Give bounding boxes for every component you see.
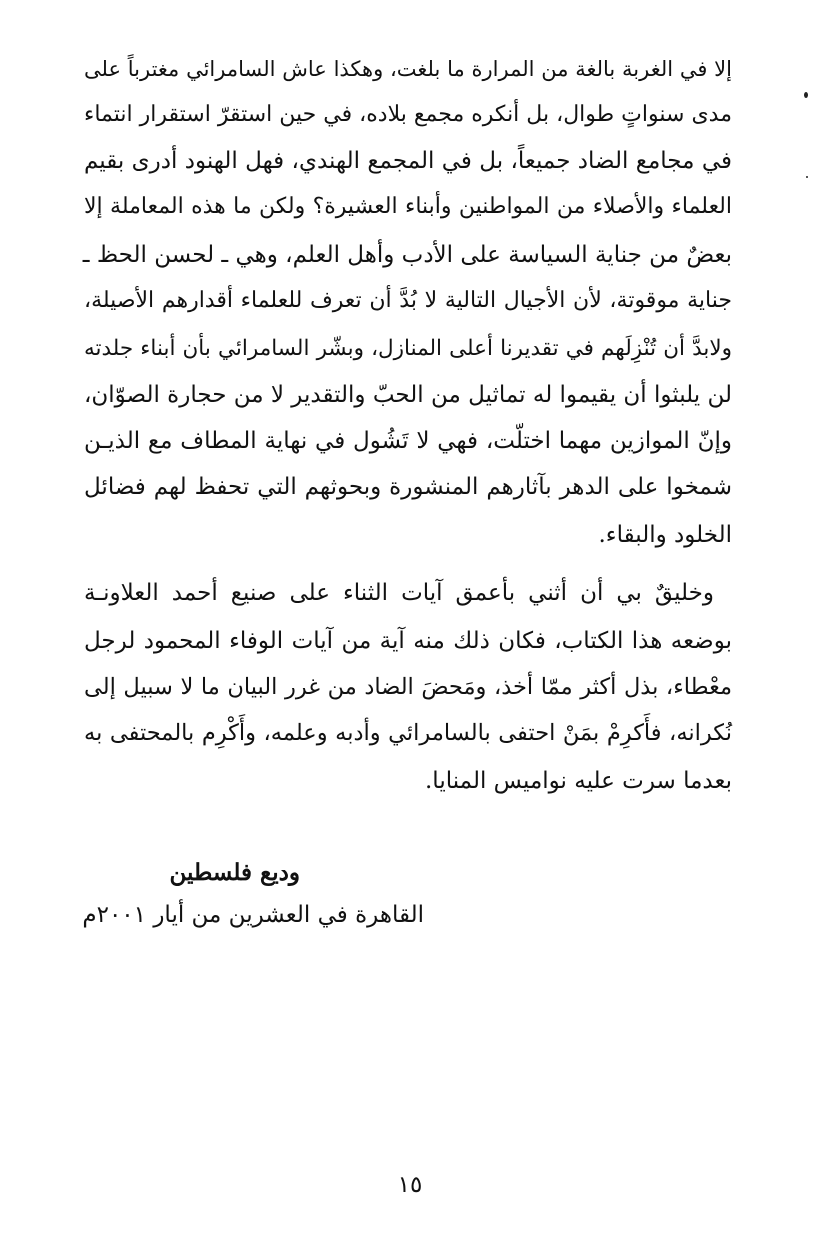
paragraph-1-line-8: لن يلبثوا أن يقيموا له تماثيل من الحبّ والتقدير لا من حجارة الصوّان،: [83, 382, 732, 408]
paragraph-2-line-1: وخليقٌ بي أن أثني بأعمق آيات الثناء على صنيع أحمد العلاونـة: [84, 580, 714, 606]
paragraph-1-line-11: الخلود والبقاء.: [598, 522, 732, 548]
paragraph-2-line-4: نُكرانه، فأَكرِمْ بمَنْ احتفى بالسامرائي وأدبه وعلمه، وأَكْرِم بالمحتفى به: [84, 720, 732, 746]
paragraph-2-line-3: معْطاء، بذل أكثر ممّا أخذ، ومَحضَ الضاد من غرر البيان ما لا سبيل إلى: [84, 674, 732, 700]
paragraph-1-line-10: شمخوا على الدهر بآثارهم المنشورة وبحوثهم التي تحفظ لهم فضائل: [84, 474, 732, 500]
paragraph-1-line-2: مدى سنواتٍ طوال، بل أنكره مجمع بلاده، في حين استقرّ استقرار انتماء: [84, 102, 732, 127]
paragraph-1-line-3: في مجامع الضاد جميعاً، بل في المجمع الهندي، فهل الهنود أدرى بقيم: [84, 148, 732, 174]
paragraph-1-line-6: جناية موقوتة، لأن الأجيال التالية لا بُدَّ أن تعرف للعلماء أقدارهم الأصيلة،: [84, 288, 732, 313]
scan-speck: [806, 176, 808, 178]
signature-place-date: القاهرة في العشرين من أيار ٢٠٠١م: [82, 902, 424, 928]
paragraph-1-line-9: وإنّ الموازين مهما اختلّت، فهي لا تَشُول في نهاية المطاف مع الذيـن: [84, 428, 732, 454]
paragraph-2-line-2: بوضعه هذا الكتاب، فكان ذلك منه آية من آيات الوفاء المحمود لرجل: [84, 628, 732, 654]
paragraph-1-line-5: بعضٌ من جناية السياسة على الأدب وأهل العلم، وهي ـ لحسن الحظ ـ: [82, 242, 732, 268]
page-number: ١٥: [397, 1172, 423, 1198]
paragraph-1-line-4: العلماء والأصلاء من المواطنين وأبناء العشيرة؟ ولكن ما هذه المعاملة إلا: [84, 194, 732, 219]
author-signature-name: وديع فلسطين: [169, 859, 300, 886]
paragraph-1-line-1: إلا في الغربة بالغة من المرارة ما بلغت، وهكذا عاش السامرائي مغترباً على: [84, 57, 732, 81]
scan-speck: [804, 92, 808, 98]
paragraph-2-line-5: بعدما سرت عليه نواميس المنايا.: [425, 768, 732, 794]
paragraph-1-line-7: ولابدَّ أن تُنْزِلَهم في تقديرنا أعلى المنازل، وبشّر السامرائي بأن أبناء جلدته: [84, 336, 732, 361]
